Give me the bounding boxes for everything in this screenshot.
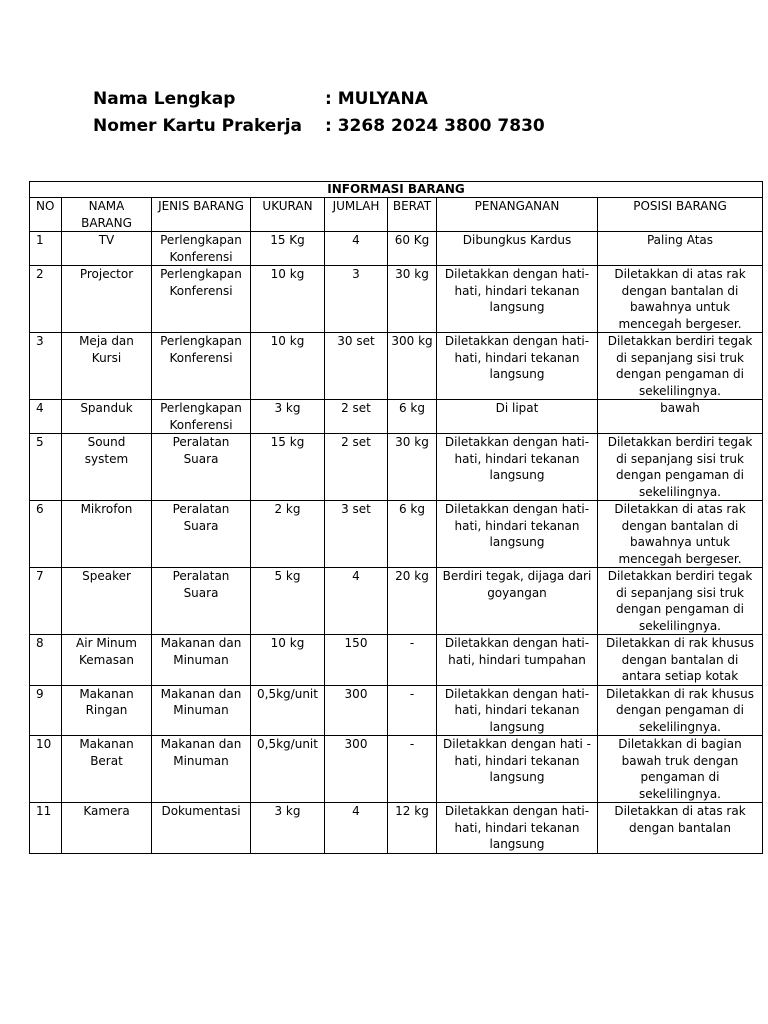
table-cell: - bbox=[388, 736, 437, 803]
table-cell: 150 bbox=[325, 635, 388, 686]
table-cell: Makanan dan Minuman bbox=[152, 635, 251, 686]
table-row bbox=[30, 736, 763, 803]
table-cell: Perlengkapan Konferensi bbox=[152, 333, 251, 400]
table-cell: 300 bbox=[325, 736, 388, 803]
table-cell: 9 bbox=[30, 685, 62, 736]
table-cell: Air Minum Kemasan bbox=[62, 635, 152, 686]
table-cell: bawah bbox=[598, 400, 763, 434]
card-label: Nomer Kartu Prakerja bbox=[93, 116, 303, 136]
table-cell: 5 kg bbox=[251, 568, 325, 635]
table-cell: 15 kg bbox=[251, 434, 325, 501]
table-cell: Makanan dan Minuman bbox=[152, 736, 251, 803]
table-cell: 3 set bbox=[325, 501, 388, 568]
table-cell: Perlengkapan Konferensi bbox=[152, 232, 251, 266]
table-cell: Makanan Ringan bbox=[62, 685, 152, 736]
table-cell: 30 kg bbox=[388, 266, 437, 333]
table-cell: Dibungkus Kardus bbox=[437, 232, 598, 266]
table-cell: - bbox=[388, 635, 437, 686]
table-cell: 6 kg bbox=[388, 400, 437, 434]
table-cell: 6 bbox=[30, 501, 62, 568]
table-cell: 10 bbox=[30, 736, 62, 803]
table-cell: 11 bbox=[30, 803, 62, 854]
table-title-row bbox=[30, 182, 763, 198]
table-cell: 2 kg bbox=[251, 501, 325, 568]
table-cell: 300 kg bbox=[388, 333, 437, 400]
item-info-table bbox=[29, 181, 763, 854]
name-row bbox=[93, 86, 545, 113]
table-cell: Meja dan Kursi bbox=[62, 333, 152, 400]
table-cell: Diletakkan di bagian bawah truk dengan pengaman di sekelilingnya. bbox=[598, 736, 763, 803]
table-cell: Peralatan Suara bbox=[152, 501, 251, 568]
table-cell: Diletakkan berdiri tegak di sepanjang sisi truk dengan pengaman di sekelilingnya. bbox=[598, 434, 763, 501]
table-cell: Makanan dan Minuman bbox=[152, 685, 251, 736]
table-row bbox=[30, 685, 763, 736]
table-row bbox=[30, 501, 763, 568]
column-header: UKURAN bbox=[251, 198, 325, 232]
table-cell: 6 kg bbox=[388, 501, 437, 568]
table-cell: 20 kg bbox=[388, 568, 437, 635]
table-cell: Diletakkan dengan hati-hati, hindari tumpahan bbox=[437, 635, 598, 686]
table-cell: Diletakkan dengan hati-hati, hindari tekanan langsung bbox=[437, 685, 598, 736]
table-cell: Peralatan Suara bbox=[152, 568, 251, 635]
table-cell: Projector bbox=[62, 266, 152, 333]
column-header: POSISI BARANG bbox=[598, 198, 763, 232]
table-cell: Berdiri tegak, dijaga dari goyangan bbox=[437, 568, 598, 635]
table-cell: 3 kg bbox=[251, 803, 325, 854]
table-cell: 60 Kg bbox=[388, 232, 437, 266]
table-cell: 4 bbox=[325, 232, 388, 266]
table-row bbox=[30, 333, 763, 400]
table-cell: Diletakkan di atas rak dengan bantalan di bawahnya untuk mencegah bergeser. bbox=[598, 266, 763, 333]
column-header: JUMLAH bbox=[325, 198, 388, 232]
table-cell: Mikrofon bbox=[62, 501, 152, 568]
column-header: JENIS BARANG bbox=[152, 198, 251, 232]
table-row bbox=[30, 232, 763, 266]
table-cell: Diletakkan di rak khusus dengan bantalan di antara setiap kotak bbox=[598, 635, 763, 686]
table-cell: Diletakkan dengan hati-hati, hindari tekanan langsung bbox=[437, 501, 598, 568]
table-cell: Diletakkan berdiri tegak di sepanjang sisi truk dengan pengaman di sekelilingnya. bbox=[598, 333, 763, 400]
table-cell: Diletakkan dengan hati - hati, hindari tekanan langsung bbox=[437, 736, 598, 803]
table-cell: 0,5kg/unit bbox=[251, 685, 325, 736]
table-cell: 0,5kg/unit bbox=[251, 736, 325, 803]
table-cell: 10 kg bbox=[251, 333, 325, 400]
header-block bbox=[93, 86, 545, 140]
table-cell: 4 bbox=[325, 803, 388, 854]
table-cell: 12 kg bbox=[388, 803, 437, 854]
table-body bbox=[30, 232, 763, 854]
table-cell: Makanan Berat bbox=[62, 736, 152, 803]
column-header: BERAT bbox=[388, 198, 437, 232]
card-value: : 3268 2024 3800 7830 bbox=[325, 116, 545, 136]
name-value: : MULYANA bbox=[325, 89, 428, 109]
table-cell: 4 bbox=[30, 400, 62, 434]
table-cell: 2 set bbox=[325, 434, 388, 501]
table-cell: 3 bbox=[30, 333, 62, 400]
table-cell: 10 kg bbox=[251, 635, 325, 686]
table-row bbox=[30, 803, 763, 854]
table-cell: Perlengkapan Konferensi bbox=[152, 400, 251, 434]
table-cell: 3 kg bbox=[251, 400, 325, 434]
table-cell: Dokumentasi bbox=[152, 803, 251, 854]
table-cell: Diletakkan dengan hati-hati, hindari tekanan langsung bbox=[437, 266, 598, 333]
table-row bbox=[30, 400, 763, 434]
card-row bbox=[93, 113, 545, 140]
table-title: INFORMASI BARANG bbox=[30, 182, 763, 198]
table-cell: 4 bbox=[325, 568, 388, 635]
table-cell: Paling Atas bbox=[598, 232, 763, 266]
table-cell: 1 bbox=[30, 232, 62, 266]
table-cell: 300 bbox=[325, 685, 388, 736]
table-cell: Diletakkan dengan hati-hati, hindari tekanan langsung bbox=[437, 803, 598, 854]
table-cell: Diletakkan berdiri tegak di sepanjang sisi truk dengan pengaman di sekelilingnya. bbox=[598, 568, 763, 635]
table-cell: 15 Kg bbox=[251, 232, 325, 266]
table-row bbox=[30, 635, 763, 686]
table-cell: Sound system bbox=[62, 434, 152, 501]
table-cell: 10 kg bbox=[251, 266, 325, 333]
table-cell: 30 set bbox=[325, 333, 388, 400]
column-header: PENANGANAN bbox=[437, 198, 598, 232]
table-cell: 2 set bbox=[325, 400, 388, 434]
table-cell: Diletakkan dengan hati-hati, hindari tekanan langsung bbox=[437, 333, 598, 400]
table-cell: 5 bbox=[30, 434, 62, 501]
table-cell: Spanduk bbox=[62, 400, 152, 434]
table-cell: Diletakkan di atas rak dengan bantalan di bawahnya untuk mencegah bergeser. bbox=[598, 501, 763, 568]
column-header: NO bbox=[30, 198, 62, 232]
table-cell: 7 bbox=[30, 568, 62, 635]
table-row bbox=[30, 568, 763, 635]
table-header-row bbox=[30, 198, 763, 232]
table-row bbox=[30, 266, 763, 333]
table-cell: Perlengkapan Konferensi bbox=[152, 266, 251, 333]
table-cell: 30 kg bbox=[388, 434, 437, 501]
table-cell: Peralatan Suara bbox=[152, 434, 251, 501]
table-cell: Diletakkan di atas rak dengan bantalan bbox=[598, 803, 763, 854]
table-cell: 8 bbox=[30, 635, 62, 686]
table-row bbox=[30, 434, 763, 501]
table-cell: 2 bbox=[30, 266, 62, 333]
table-cell: 3 bbox=[325, 266, 388, 333]
column-header: NAMA BARANG bbox=[62, 198, 152, 232]
table-cell: - bbox=[388, 685, 437, 736]
table-cell: Kamera bbox=[62, 803, 152, 854]
table-cell: Diletakkan di rak khusus dengan pengaman di sekelilingnya. bbox=[598, 685, 763, 736]
name-label: Nama Lengkap bbox=[93, 89, 236, 109]
table-cell: Speaker bbox=[62, 568, 152, 635]
table-cell: TV bbox=[62, 232, 152, 266]
table-cell: Di lipat bbox=[437, 400, 598, 434]
table-cell: Diletakkan dengan hati-hati, hindari tekanan langsung bbox=[437, 434, 598, 501]
